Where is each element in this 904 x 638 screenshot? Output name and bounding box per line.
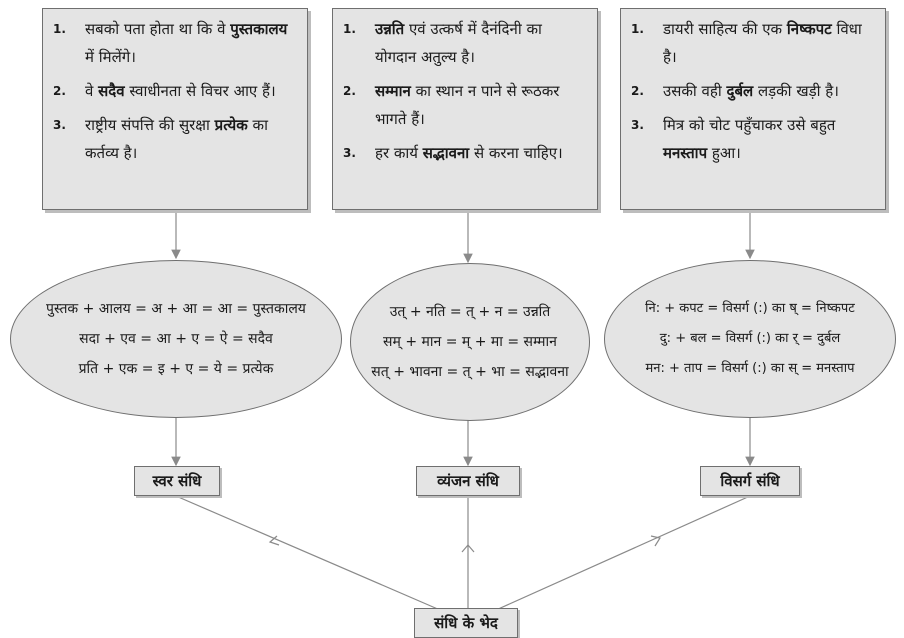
item-number: 1. (343, 22, 356, 36)
list-item (343, 15, 587, 71)
item-number: 2. (631, 84, 644, 98)
sandhi-line: पुस्तक + आलय = अ + आ = आ = पुस्तकालय (46, 301, 306, 317)
list-item (631, 15, 875, 71)
sandhi-line: सदा + एव = आ + ए = ऐ = सदैव (79, 331, 273, 347)
label-vyanjan-sandhi: व्यंजन संधि (416, 466, 520, 496)
item-number: 3. (631, 118, 644, 132)
list-item (53, 77, 297, 105)
item-number: 2. (53, 84, 66, 98)
list-item (343, 139, 587, 167)
item-text: वे सदैव स्वाधीनता से विचर आए हैं। (85, 82, 276, 100)
ellipse-vyanjan-examples (350, 263, 590, 421)
sandhi-line: प्रति + एक = इ + ए = ये = प्रत्येक (78, 361, 274, 377)
sandhi-line: नि: + कपट = विसर्ग (:) का ष् = निष्कपट (645, 301, 855, 316)
list-item (343, 77, 587, 133)
item-number: 1. (53, 22, 66, 36)
item-text: सबको पता होता था कि वे पुस्तकालय में मिलेंगे। (85, 20, 288, 66)
item-number: 2. (343, 84, 356, 98)
example-box-visarg (620, 8, 886, 210)
line-root-label1 (176, 496, 440, 610)
item-text: उसकी वही दुर्बल लड़की खड़ी है। (663, 82, 839, 100)
list-item (631, 77, 875, 105)
ellipse-swar-examples (10, 260, 342, 418)
root-sandhi-types: संधि के भेद (414, 608, 518, 638)
example-box-swar (42, 8, 308, 210)
item-text: राष्ट्रीय संपत्ति की सुरक्षा प्रत्येक का कर्तव्य है। (85, 116, 268, 162)
item-number: 1. (631, 22, 644, 36)
list-item (53, 111, 297, 167)
sandhi-line: सम् + मान = म् + मा = सम्मान (383, 334, 557, 350)
item-text: डायरी साहित्य की एक निष्कपट विधा है। (663, 20, 862, 66)
ellipse-visarg-examples (604, 260, 896, 418)
item-text: उन्नति एवं उत्कर्ष में दैनंदिनी का योगदान अतुल्य है। (375, 20, 542, 66)
item-text: सम्मान का स्थान न पाने से रूठकर भागते हैं। (375, 82, 560, 128)
example-box-vyanjan (332, 8, 598, 210)
sandhi-line: दु: + बल = विसर्ग (:) का र् = दुर्बल (659, 331, 841, 346)
list-item (53, 15, 297, 71)
item-text: हर कार्य सद्भावना से करना चाहिए। (375, 144, 563, 162)
label-visarg-sandhi: विसर्ग संधि (700, 466, 800, 496)
sandhi-line: सत् + भावना = त् + भा = सद्भावना (371, 364, 569, 380)
sandhi-line: उत् + नति = त् + न = उन्नति (389, 304, 551, 320)
label-swar-sandhi: स्वर संधि (134, 466, 220, 496)
line-root-label3 (496, 496, 750, 610)
item-text: मित्र को चोट पहुँचाकर उसे बहुत मनस्ताप हुआ। (663, 116, 836, 162)
chevron-right (651, 536, 660, 546)
sandhi-line: मन: + ताप = विसर्ग (:) का स् = मनस्ताप (645, 361, 855, 376)
list-item (631, 111, 875, 167)
item-number: 3. (53, 118, 66, 132)
item-number: 3. (343, 146, 356, 160)
